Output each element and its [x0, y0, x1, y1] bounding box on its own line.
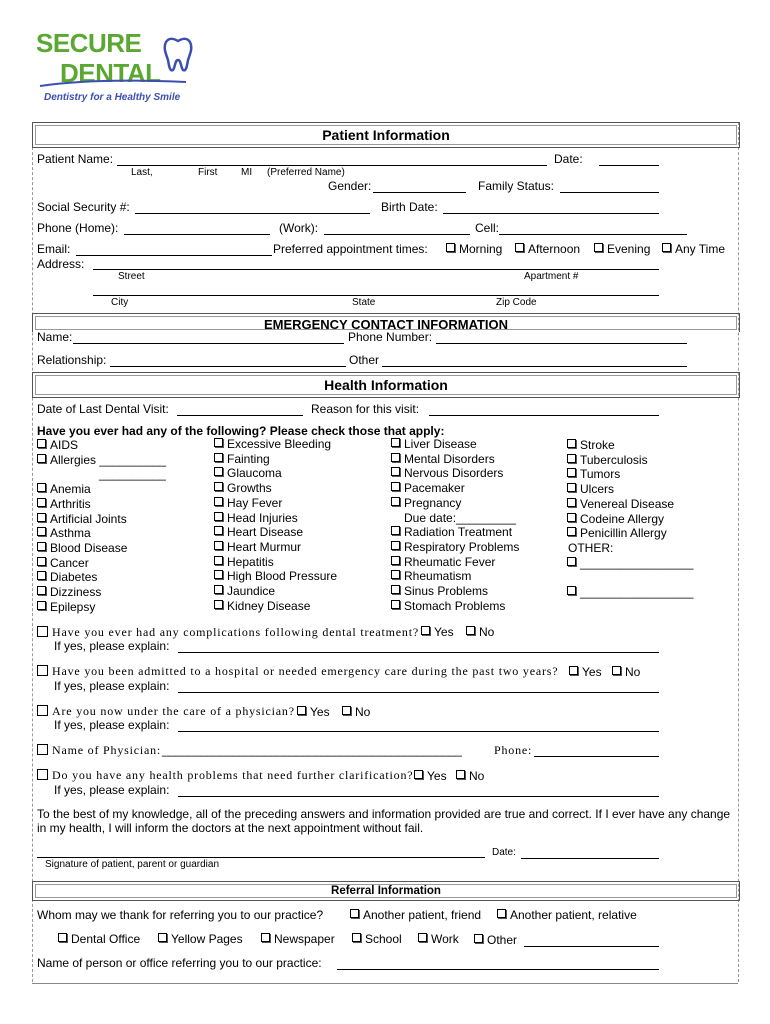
condition-label: Stroke: [580, 438, 615, 452]
city-caption: City: [111, 297, 129, 308]
physician-name-field[interactable]: _______________________________________________: [162, 743, 462, 757]
condition-label: Ulcers: [580, 482, 615, 497]
condition-label: Cancer: [50, 555, 89, 570]
checkbox-icon[interactable]: [352, 933, 361, 942]
condition-label: Artificial Joints: [50, 511, 127, 526]
checkbox-icon[interactable]: [342, 706, 351, 715]
checkbox-icon[interactable]: [158, 933, 167, 942]
time-option-afternoon[interactable]: Afternoon: [515, 242, 580, 256]
condition-label: Hepatitis: [227, 554, 274, 569]
condition-item[interactable]: [567, 585, 693, 599]
condition-item[interactable]: [37, 438, 78, 452]
checkbox-icon[interactable]: [214, 482, 223, 491]
q5-yes[interactable]: Yes: [414, 769, 447, 783]
cell-label: Cell:: [475, 221, 500, 235]
logo-word-secure: SECURE: [36, 28, 142, 58]
condition-label: Blood Disease: [50, 540, 128, 555]
checkbox-icon[interactable]: [421, 626, 430, 635]
checkbox-icon[interactable]: [214, 541, 223, 550]
condition-label: Rheumatism: [404, 569, 472, 584]
condition-label: Tuberculosis: [580, 452, 648, 467]
checkbox-icon[interactable]: [37, 626, 48, 637]
referral-option-dental-office[interactable]: Dental Office: [58, 932, 140, 946]
phone-home-label: Phone (Home):: [37, 221, 119, 235]
condition-label: Nervous Disorders: [404, 466, 504, 481]
health-header: Health Information: [32, 372, 740, 398]
cell-phone-field[interactable]: [499, 234, 687, 235]
signature-caption: Signature of patient, parent or guardian: [45, 859, 220, 870]
condition-item[interactable]: [214, 540, 301, 554]
checkbox-icon[interactable]: [214, 570, 223, 579]
checkbox-icon[interactable]: [350, 909, 359, 918]
conditions-question: Have you ever had any of the following? Please check those that apply:: [37, 424, 445, 438]
checkbox-icon[interactable]: [391, 497, 400, 506]
condition-item[interactable]: [567, 438, 615, 452]
condition-item[interactable]: [37, 453, 166, 467]
checkbox-icon[interactable]: [662, 243, 671, 252]
condition-label: Pregnancy: [404, 495, 462, 510]
condition-item[interactable]: [214, 481, 272, 495]
condition-item[interactable]: [37, 541, 127, 555]
condition-item[interactable]: [391, 466, 503, 480]
q3-explain-field[interactable]: [178, 731, 659, 732]
checkbox-icon[interactable]: [391, 556, 400, 565]
condition-label: Tumors: [580, 467, 621, 482]
frame-right: [738, 122, 739, 982]
condition-item[interactable]: [37, 585, 101, 599]
condition-label: Excessive Bleeding: [227, 437, 332, 451]
condition-item[interactable]: [214, 525, 303, 539]
logo-swoosh-icon: [36, 76, 196, 90]
gender-label: Gender:: [328, 179, 372, 193]
family-status-label: Family Status:: [478, 179, 555, 193]
time-option-morning[interactable]: Morning: [446, 242, 502, 256]
condition-item[interactable]: [391, 496, 461, 510]
checkbox-icon[interactable]: [214, 438, 223, 447]
question-clarification: Do you have any health problems that need further clarification?: [37, 768, 413, 783]
condition-label: Diabetes: [50, 570, 98, 585]
relationship-field[interactable]: [110, 366, 346, 367]
date-label: Date:: [554, 152, 583, 166]
checkbox-icon[interactable]: [567, 513, 576, 522]
condition-label: _________________: [580, 585, 694, 599]
condition-item[interactable]: [391, 452, 495, 466]
condition-label: OTHER:: [568, 540, 614, 555]
checkbox-icon[interactable]: [214, 585, 223, 594]
condition-item[interactable]: [391, 437, 477, 451]
address-label: Address:: [37, 257, 85, 271]
condition-label: Sinus Problems: [404, 584, 489, 598]
reason-field[interactable]: [429, 415, 659, 416]
condition-item[interactable]: [391, 555, 495, 569]
relationship-label: Relationship:: [37, 353, 107, 367]
condition-item[interactable]: [214, 437, 331, 451]
q3-explain-label: If yes, please explain:: [54, 718, 170, 732]
sub-label-mi: MI: [241, 167, 253, 178]
q3-no[interactable]: No: [342, 705, 370, 719]
sub-label-last: Last,: [131, 167, 153, 178]
form-bottom-border: [32, 983, 738, 984]
condition-item[interactable]: [567, 453, 648, 467]
address-city-field[interactable]: [93, 295, 659, 296]
certification-statement: To the best of my knowledge, all of the preceding answers and information provided are true and correct. If I ever have any change in my health, I will inform the doctors at the next appointment without fail.: [37, 807, 731, 835]
condition-item[interactable]: [37, 600, 95, 614]
condition-item[interactable]: [214, 466, 282, 480]
condition-label: Mental Disorders: [404, 451, 495, 466]
checkbox-icon[interactable]: [515, 243, 524, 252]
checkbox-icon[interactable]: [37, 586, 46, 595]
condition-label: Growths: [227, 481, 272, 496]
emergency-header: EMERGENCY CONTACT INFORMATION: [32, 313, 740, 332]
checkbox-icon[interactable]: [594, 243, 603, 252]
birth-date-label: Birth Date:: [381, 200, 438, 214]
zip-caption: Zip Code: [496, 297, 537, 308]
patient-info-header: Patient Information: [32, 122, 740, 148]
checkbox-icon[interactable]: [497, 909, 506, 918]
checkbox-icon[interactable]: [391, 453, 400, 462]
condition-label: Due date:_________: [404, 510, 517, 525]
checkbox-icon[interactable]: [391, 585, 400, 594]
gender-field[interactable]: [373, 192, 466, 193]
condition-item[interactable]: [567, 497, 674, 511]
condition-item[interactable]: [567, 512, 664, 526]
state-caption: State: [352, 297, 376, 308]
q5-explain-field[interactable]: [178, 796, 659, 797]
address-street-field[interactable]: [93, 269, 659, 270]
referral-option-newspaper[interactable]: Newspaper: [261, 932, 335, 946]
checkbox-icon[interactable]: [37, 498, 46, 507]
referral-other-field[interactable]: [524, 946, 659, 947]
condition-item[interactable]: [567, 526, 667, 540]
condition-item[interactable]: [214, 452, 270, 466]
checkbox-icon[interactable]: [391, 438, 400, 447]
condition-item[interactable]: [567, 467, 620, 481]
condition-label: Stomach Problems: [404, 598, 506, 613]
checkbox-icon[interactable]: [37, 769, 48, 780]
checkbox-icon[interactable]: [37, 601, 46, 610]
checkbox-icon[interactable]: [418, 933, 427, 942]
emergency-phone-label: Phone Number:: [348, 330, 433, 344]
checkbox-icon[interactable]: [569, 666, 578, 675]
condition-item[interactable]: [214, 599, 310, 613]
referral-question: Whom may we thank for referring you to our practice?: [37, 908, 324, 922]
condition-label: Heart Disease: [227, 525, 304, 540]
condition-item[interactable]: [391, 525, 512, 539]
condition-item[interactable]: [37, 497, 91, 511]
condition-item[interactable]: [37, 526, 91, 540]
other-label: Other: [349, 353, 380, 367]
q5-no[interactable]: No: [456, 769, 484, 783]
condition-label: Heart Murmur: [227, 539, 302, 554]
condition-item[interactable]: [37, 570, 97, 584]
condition-label: __________: [99, 467, 166, 482]
condition-item[interactable]: [567, 556, 693, 570]
sub-label-first: First: [198, 167, 218, 178]
logo-word-dental: DENTAL: [60, 58, 161, 88]
condition-item[interactable]: [391, 584, 488, 598]
checkbox-icon[interactable]: [567, 468, 576, 477]
email-field[interactable]: [76, 255, 272, 256]
q5-explain-label: If yes, please explain:: [54, 783, 170, 797]
checkbox-icon[interactable]: [214, 453, 223, 462]
checkbox-icon[interactable]: [567, 527, 576, 536]
condition-label: Kidney Disease: [227, 598, 311, 613]
condition-label: High Blood Pressure: [227, 569, 338, 584]
condition-label: Arthritis: [50, 496, 91, 511]
patient-name-label: Patient Name:: [37, 152, 114, 166]
checkbox-icon[interactable]: [37, 527, 46, 536]
birth-date-field[interactable]: [443, 213, 659, 214]
condition-item: [404, 511, 516, 525]
q1-yes[interactable]: Yes: [421, 625, 454, 639]
condition-label: Penicillin Allergy: [580, 526, 667, 541]
checkbox-icon[interactable]: [391, 467, 400, 476]
checkbox-icon[interactable]: [567, 498, 576, 507]
referral-option-other[interactable]: Other: [474, 933, 517, 947]
question-physician-care: Are you now under the care of a physician?: [37, 704, 295, 719]
condition-label: Anemia: [50, 482, 91, 497]
pref-times-label: Preferred appointment times:: [273, 242, 428, 256]
checkbox-icon[interactable]: [567, 557, 576, 566]
condition-label: Fainting: [227, 451, 270, 466]
checkbox-icon[interactable]: [37, 665, 48, 676]
q1-no[interactable]: No: [466, 625, 494, 639]
condition-item: [568, 541, 613, 555]
checkbox-icon[interactable]: [297, 706, 306, 715]
street-caption: Street: [118, 271, 145, 282]
condition-label: Glaucoma: [227, 466, 282, 481]
logo: [36, 28, 196, 108]
checkbox-icon[interactable]: [474, 934, 483, 943]
checkbox-icon[interactable]: [214, 512, 223, 521]
family-status-field[interactable]: [560, 192, 659, 193]
condition-label: Epilepsy: [50, 599, 96, 614]
physician-phone-label: Phone:: [494, 743, 533, 757]
checkbox-icon[interactable]: [37, 513, 46, 522]
time-option-evening[interactable]: Evening: [594, 242, 650, 256]
q2-explain-label: If yes, please explain:: [54, 679, 170, 693]
condition-label: Radiation Treatment: [404, 525, 513, 540]
condition-label: Codeine Allergy: [580, 511, 665, 526]
condition-item[interactable]: [214, 511, 298, 525]
condition-label: Rheumatic Fever: [404, 554, 496, 569]
condition-label: Liver Disease: [404, 437, 477, 451]
condition-label: Respiratory Problems: [404, 539, 520, 554]
condition-item[interactable]: [391, 540, 519, 554]
checkbox-icon[interactable]: [37, 542, 46, 551]
checkbox-icon[interactable]: [466, 626, 475, 635]
referral-option-school[interactable]: School: [352, 932, 402, 946]
checkbox-icon[interactable]: [567, 586, 576, 595]
work-phone-field[interactable]: [324, 234, 470, 235]
q2-no[interactable]: No: [612, 665, 640, 679]
referral-option-work[interactable]: Work: [418, 932, 459, 946]
condition-label: AIDS: [50, 438, 79, 452]
referral-name-field[interactable]: [337, 969, 659, 970]
checkbox-icon[interactable]: [567, 483, 576, 492]
referral-name-label: Name of person or office referring you to our practice:: [37, 956, 322, 970]
checkbox-icon[interactable]: [612, 666, 621, 675]
checkbox-icon[interactable]: [391, 541, 400, 550]
time-option-anytime[interactable]: Any Time: [662, 242, 725, 256]
checkbox-icon[interactable]: [37, 439, 46, 448]
physician-name-label: Name of Physician:: [37, 743, 161, 758]
checkbox-icon[interactable]: [414, 770, 423, 779]
checkbox-icon[interactable]: [456, 770, 465, 779]
condition-item[interactable]: [391, 599, 505, 613]
q1-explain-label: If yes, please explain:: [54, 639, 170, 653]
checkbox-icon[interactable]: [214, 497, 223, 506]
checkbox-icon[interactable]: [261, 933, 270, 942]
referral-option-yellow-pages[interactable]: Yellow Pages: [158, 932, 243, 946]
work-label: (Work):: [279, 221, 319, 235]
referral-option-friend[interactable]: Another patient, friend: [350, 908, 481, 922]
condition-item[interactable]: [214, 584, 275, 598]
referral-header: Referral Information: [32, 881, 740, 901]
question-hospital: Have you been admitted to a hospital or needed emergency care during the past two years?: [37, 664, 558, 679]
emergency-name-label: Name:: [37, 330, 73, 344]
checkbox-icon[interactable]: [567, 454, 576, 463]
checkbox-icon[interactable]: [391, 482, 400, 491]
condition-item[interactable]: [37, 512, 127, 526]
checkbox-icon[interactable]: [58, 933, 67, 942]
checkbox-icon[interactable]: [391, 600, 400, 609]
ssn-label: Social Security #:: [37, 200, 130, 214]
date-field[interactable]: [599, 165, 659, 166]
q2-explain-field[interactable]: [178, 692, 659, 693]
checkbox-icon[interactable]: [214, 556, 223, 565]
phone-home-field[interactable]: [124, 234, 270, 235]
checkbox-icon[interactable]: [214, 600, 223, 609]
condition-item[interactable]: [214, 496, 282, 510]
email-label: Email:: [37, 242, 71, 256]
condition-item[interactable]: [391, 569, 471, 583]
q3-yes[interactable]: Yes: [297, 705, 330, 719]
checkbox-icon[interactable]: [567, 439, 576, 448]
condition-item[interactable]: [37, 482, 91, 496]
condition-item[interactable]: [37, 556, 89, 570]
other-field[interactable]: [382, 366, 687, 367]
condition-label: Asthma: [50, 526, 91, 541]
checkbox-icon[interactable]: [37, 483, 46, 492]
reason-label: Reason for this visit:: [311, 402, 420, 416]
frame-left: [32, 122, 33, 982]
condition-label: Venereal Disease: [580, 496, 675, 511]
signature-field[interactable]: [37, 857, 485, 858]
condition-item[interactable]: [214, 555, 274, 569]
ssn-field[interactable]: [135, 213, 370, 214]
condition-item: [99, 467, 166, 481]
condition-item[interactable]: [214, 569, 337, 583]
condition-label: Pacemaker: [404, 481, 465, 496]
logo-tagline: Dentistry for a Healthy Smile: [44, 92, 181, 103]
checkbox-icon[interactable]: [214, 467, 223, 476]
checkbox-icon[interactable]: [214, 526, 223, 535]
emergency-phone-field[interactable]: [436, 343, 687, 344]
checkbox-icon[interactable]: [37, 705, 48, 716]
checkbox-icon[interactable]: [37, 571, 46, 580]
checkbox-icon[interactable]: [37, 744, 48, 755]
signature-date-label: Date:: [492, 847, 516, 858]
last-visit-field[interactable]: [177, 415, 303, 416]
apartment-caption: Apartment #: [524, 271, 579, 282]
question-complications: Have you ever had any complications following dental treatment?: [37, 625, 419, 640]
physician-phone-field[interactable]: [534, 756, 659, 757]
condition-label: Hay Fever: [227, 495, 283, 510]
q1-explain-field[interactable]: [178, 652, 659, 653]
q2-yes[interactable]: Yes: [569, 665, 602, 679]
checkbox-icon[interactable]: [37, 557, 46, 566]
checkbox-icon[interactable]: [37, 454, 46, 463]
checkbox-icon[interactable]: [391, 570, 400, 579]
signature-date-field[interactable]: [521, 858, 659, 859]
emergency-name-field[interactable]: [73, 343, 344, 344]
checkbox-icon[interactable]: [391, 526, 400, 535]
sub-label-preferred: (Preferred Name): [267, 167, 345, 178]
referral-option-relative[interactable]: Another patient, relative: [497, 908, 637, 922]
checkbox-icon[interactable]: [446, 243, 455, 252]
condition-label: Allergies __________: [50, 452, 167, 467]
condition-item[interactable]: [391, 481, 465, 495]
condition-label: Jaundice: [227, 584, 276, 598]
last-visit-label: Date of Last Dental Visit:: [37, 402, 169, 416]
condition-label: _________________: [580, 555, 694, 570]
condition-label: Dizziness: [50, 585, 102, 599]
condition-label: Head Injuries: [227, 510, 298, 525]
patient-name-field[interactable]: [117, 165, 547, 166]
condition-item[interactable]: [567, 482, 614, 496]
tooth-icon: [162, 36, 194, 74]
